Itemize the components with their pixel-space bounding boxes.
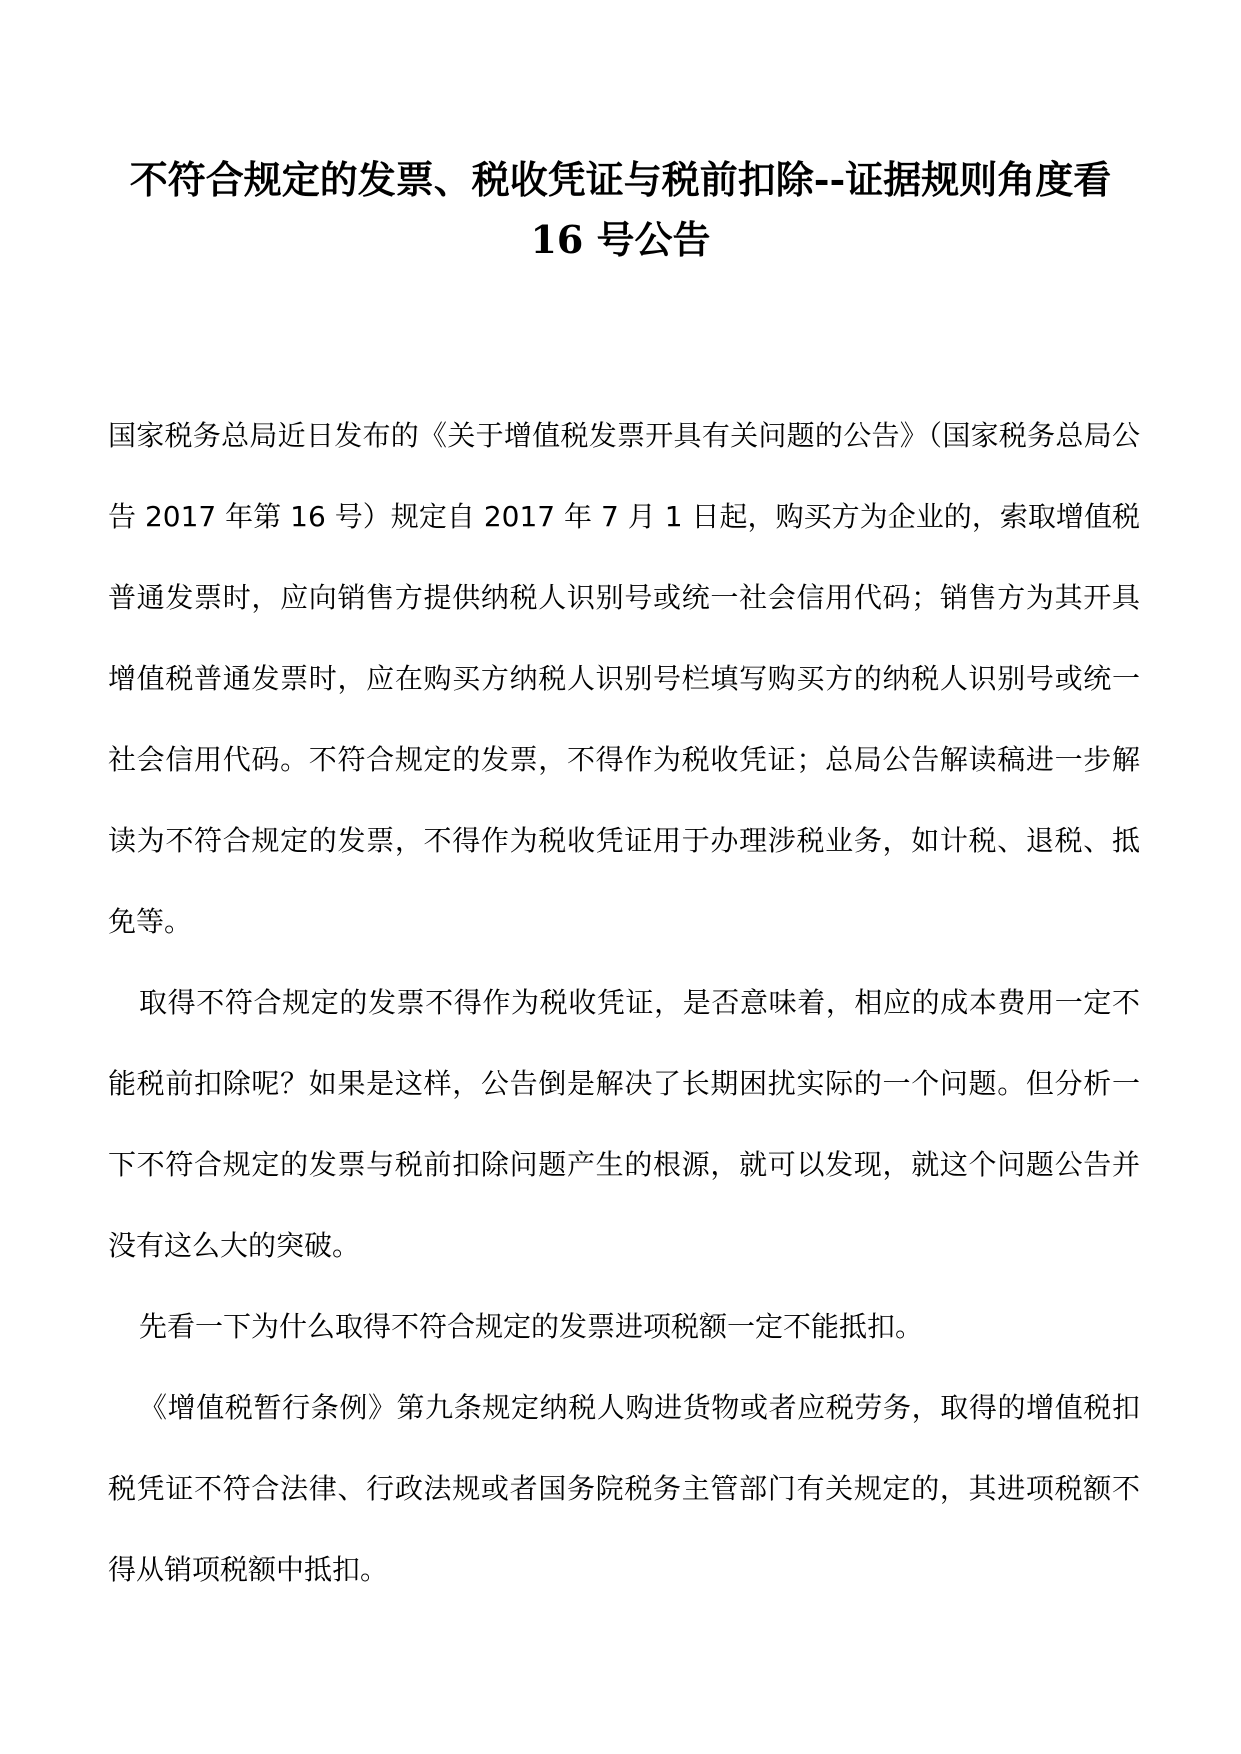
paragraph-2: 取得不符合规定的发票不得作为税收凭证，是否意味着，相应的成本费用一定不能税前扣除呢？如果是这样，公告倒是解决了长期困扰实际的一个问题。但分析一下不符合规定的发票与税前扣除问题产生的根源，就可以发现，就这个问题公告并没有这么大的突破。 <box>108 986 1140 1262</box>
paragraph-3: 先看一下为什么取得不符合规定的发票进项税额一定不能抵扣。 <box>139 1310 924 1343</box>
document-title: 不符合规定的发票、税收凭证与税前扣除--证据规则角度看 16 号公告 <box>129 157 1112 262</box>
paragraph-4: 《增值税暂行条例》第九条规定纳税人购进货物或者应税劳务，取得的增值税扣税凭证不符合法律、行政法规或者国务院税务主管部门有关规定的，其进项税额不得从销项税额中抵扣。 <box>108 1391 1140 1586</box>
document-body <box>108 395 1140 1610</box>
paragraph-1: 国家税务总局近日发布的《关于增值税发票开具有关问题的公告》（国家税务总局公告 2017 年第 16 号）规定自 2017 年 7 月 1 日起，购买方为企业的，索取增值税普通发票时，应向销售方提供纳税人识别号或统一社会信用代码；销售方为其开具增值税普通发票时，应在购买方纳税人识别号栏填写购买方的纳税人识别号或统一社会信用代码。不符合规定的发票，不得作为税收凭证；总局公告解读稿进一步解读为不符合规定的发票，不得作为税收凭证用于办理涉税业务，如计税、退税、抵免等。 <box>108 419 1140 938</box>
